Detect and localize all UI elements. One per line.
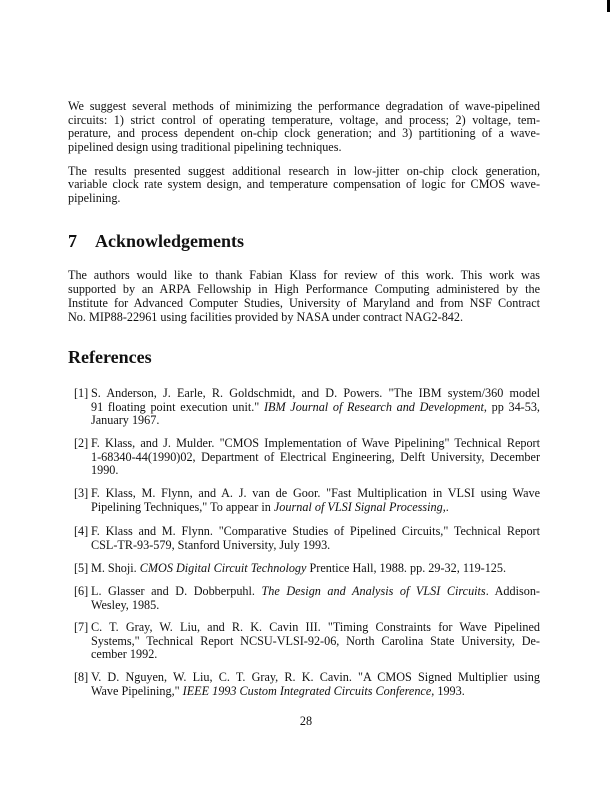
reference-label: [8] bbox=[74, 670, 89, 684]
reference-text: cember 1992. bbox=[91, 647, 158, 661]
reference-text: 1-68340-44(1990)02, Department of Electrical Engineering, Delft University, December bbox=[91, 449, 540, 464]
reference-text: . Addison- bbox=[485, 584, 540, 598]
paragraph-line: pipelined design using traditional pipelining techniques. bbox=[68, 140, 342, 154]
reference-line bbox=[91, 670, 540, 684]
section-title: Acknowledgements bbox=[95, 231, 244, 251]
acknowledgements-line: The authors would like to thank Fabian Klass for review of this work. This work was bbox=[68, 268, 540, 282]
reference-line bbox=[91, 684, 540, 698]
reference-text: Systems," Technical Report NCSU-VLSI-92-06, North Carolina State University, De- bbox=[91, 633, 540, 648]
reference-label: [4] bbox=[74, 524, 89, 538]
reference-text: Prentice Hall, 1988. pp. 29-32, 119-125. bbox=[306, 561, 507, 575]
reference-line bbox=[91, 400, 540, 414]
reference-italic-title: IBM Journal of Research and Development bbox=[263, 399, 484, 414]
references-heading: References bbox=[68, 347, 152, 367]
acknowledgements-line: Institute for Advanced Computer Studies, University of Maryland and from NSF Contract bbox=[68, 296, 540, 310]
reference-line bbox=[91, 463, 540, 477]
paragraph-line: The results presented suggest additional research in low-jitter on-chip clock generation, bbox=[68, 164, 540, 178]
scan-edge-mark bbox=[607, 0, 610, 12]
reference-line bbox=[91, 486, 540, 500]
reference-line bbox=[91, 436, 540, 450]
reference-italic-title: CMOS Digital Circuit Technology bbox=[139, 561, 307, 575]
reference-label: [6] bbox=[74, 584, 89, 598]
reference-text: January 1967. bbox=[91, 413, 160, 427]
reference-text: F. Klass, and J. Mulder. "CMOS Implementation of Wave Pipelining" Technical Report bbox=[91, 436, 540, 450]
reference-text: CSL-TR-93-579, Stanford University, July 1993. bbox=[91, 537, 331, 552]
reference-text: F. Klass and M. Flynn. "Comparative Studies of Pipelined Circuits," Technical Report bbox=[91, 524, 540, 538]
reference-line bbox=[91, 584, 540, 598]
reference-line bbox=[91, 500, 540, 514]
reference-text: M. Shoji. bbox=[91, 561, 140, 575]
reference-italic-title: IEEE 1993 Custom Integrated Circuits Conference bbox=[182, 683, 432, 698]
reference-text: Wesley, 1985. bbox=[91, 597, 160, 612]
reference-label: [3] bbox=[74, 486, 89, 500]
paragraph-line: We suggest several methods of minimizing the performance degradation of wave-pipelined bbox=[68, 99, 540, 113]
paragraph-line: variable clock rate system design, and temperature compensation of logic for CMOS wave- bbox=[68, 177, 540, 191]
acknowledgements-line: supported by an ARPA Fellowship in High Performance Computing administered by the bbox=[68, 282, 540, 296]
reference-text: F. Klass, M. Flynn, and A. J. van de Goor. "Fast Multiplication in VLSI using Wave bbox=[91, 486, 540, 500]
reference-line bbox=[91, 413, 540, 427]
reference-label: [5] bbox=[74, 561, 89, 575]
reference-text: , pp 34-53, bbox=[483, 399, 540, 414]
reference-line bbox=[91, 450, 540, 464]
paragraph-line: perature, and process dependent on-chip clock generation; and 3) partitioning of a wave- bbox=[68, 126, 540, 140]
reference-text: 1990. bbox=[91, 463, 119, 477]
reference-text: , 1993. bbox=[431, 683, 465, 698]
reference-line bbox=[91, 561, 540, 575]
reference-line bbox=[91, 598, 540, 612]
page-number: 28 bbox=[299, 714, 313, 728]
reference-italic-title: Journal of VLSI Signal Processing, bbox=[273, 499, 446, 514]
reference-line bbox=[91, 524, 540, 538]
reference-text: V. D. Nguyen, W. Liu, C. T. Gray, R. K. Cavin. "A CMOS Signed Multiplier using bbox=[91, 670, 540, 684]
reference-line bbox=[91, 386, 540, 400]
reference-label: [2] bbox=[74, 436, 89, 450]
paragraph-line: circuits: 1) strict control of operating temperature, voltage, and process; 2) voltage, tem- bbox=[68, 113, 540, 127]
reference-text: . bbox=[445, 499, 449, 514]
reference-text: S. Anderson, J. Earle, R. Goldschmidt, and D. Powers. "The IBM system/360 model bbox=[91, 386, 540, 400]
reference-text: Pipelining Techniques," To appear in bbox=[91, 499, 274, 514]
reference-line bbox=[91, 647, 540, 661]
reference-line bbox=[91, 620, 540, 634]
paragraph-line: pipelining. bbox=[68, 191, 121, 205]
section-heading-acknowledgements bbox=[68, 231, 244, 252]
reference-label: [1] bbox=[74, 386, 89, 400]
reference-line bbox=[91, 538, 540, 552]
reference-text: C. T. Gray, W. Liu, and R. K. Cavin III. "Timing Constraints for Wave Pipelined bbox=[91, 620, 540, 634]
reference-text: Wave Pipelining," bbox=[91, 683, 183, 698]
reference-label: [7] bbox=[74, 620, 89, 634]
reference-text: L. Glasser and D. Dobberpuhl. bbox=[91, 584, 262, 598]
reference-line bbox=[91, 634, 540, 648]
section-number: 7 bbox=[68, 231, 77, 251]
acknowledgements-line: No. MIP88-22961 using facilities provided by NASA under contract NAG2-842. bbox=[68, 310, 464, 324]
reference-italic-title: The Design and Analysis of VLSI Circuits bbox=[261, 584, 486, 598]
reference-text: 91 floating point execution unit." bbox=[91, 399, 264, 414]
